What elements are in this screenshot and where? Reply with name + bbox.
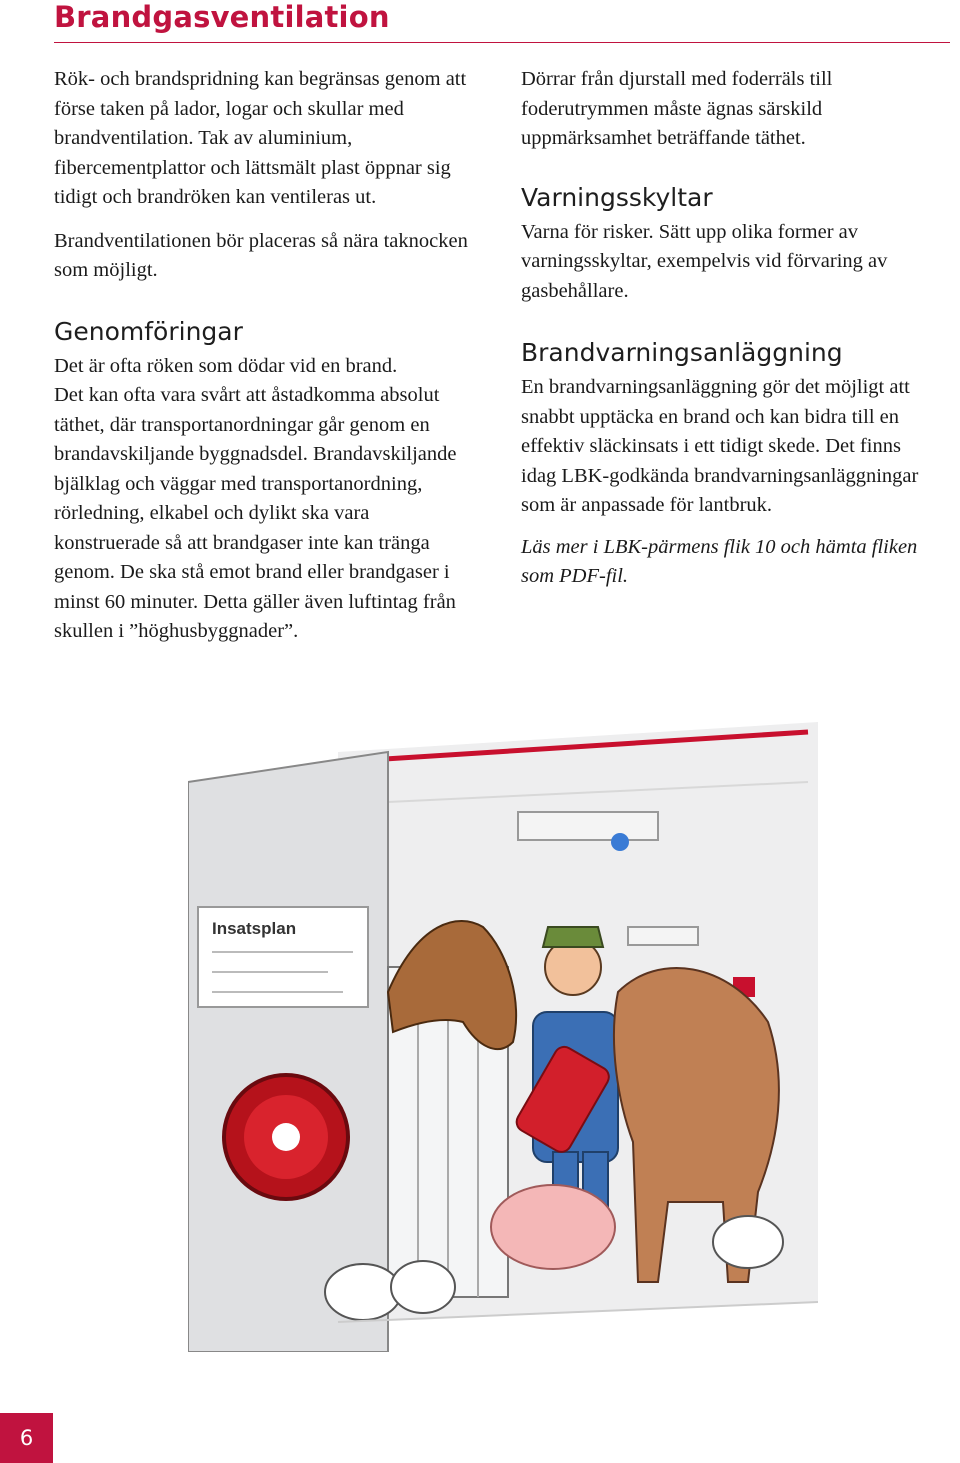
- insatsplan-label: Insatsplan: [212, 919, 297, 938]
- paragraph-varna: Varna för risker. Sätt upp olika former av varningsskyltar, exempelvis vid förvaring av gasbehållare.: [521, 220, 888, 302]
- paragraph-placering: Brandventilationen bör placeras så nära taknocken som möjligt.: [54, 229, 468, 281]
- paragraph-tathet: Det kan ofta vara svårt att åstadkomma absolut täthet, där transportanordningar går genom en brandavskiljande byggnadsdel. Brandavskiljande bjälklag och väggar med transportanordning, rörledning, elkabel och dylikt ska vara konstruerade så att brandgaser inte kan tränga genom. De ska stå emot brand eller brandgaser i minst 60 minuter. Detta gäller även luftintag från skullen i ”höghusbyggnader”.: [54, 384, 457, 642]
- paragraph-las-mer: Läs mer i LBK-pärmens flik 10 och hämta fliken som PDF-fil.: [521, 535, 918, 587]
- smoke-detector-icon: [611, 833, 629, 851]
- title-rule: [54, 42, 950, 43]
- pig-icon: [491, 1185, 615, 1269]
- paragraph-brandgasventilation: Rök- och brandspridning kan begränsas genom att förse taken på lador, logar och skullar med brandventilation. Tak av aluminium, fibercementplattor och lättsmält plast öppnar sig tidigt och brandröken kan ventileras ut.: [54, 68, 467, 208]
- right-column: [521, 65, 941, 592]
- heading-genomforingar: Genomföringar: [54, 316, 243, 346]
- heading-varningsskyltar: Varningsskyltar: [521, 182, 713, 212]
- hen-icon: [391, 1261, 455, 1313]
- hen-icon: [713, 1216, 783, 1268]
- left-column: [54, 65, 479, 647]
- page-title: Brandgasventilation: [54, 0, 390, 34]
- page-number: 6: [19, 1426, 34, 1450]
- hen-icon: [325, 1264, 401, 1320]
- paragraph-dorrar: Dörrar från djurstall med foderräls till foderutrymmen måste ägnas särskild uppmärksamhet beträffande täthet.: [521, 68, 833, 149]
- paragraph-roken: Det är ofta röken som dödar vid en brand.: [54, 354, 398, 377]
- barn-illustration: [188, 722, 818, 1352]
- paragraph-brandvarning: En brandvarningsanläggning gör det möjligt att snabbt upptäcka en brand och kan bidra till en effektiv släckinsats i ett tidigt skede. Det finns idag LBK-godkända brandvarningsanläggningar som är anpassade för lantbruk.: [521, 376, 919, 516]
- heading-brandvarningsanlaggning: Brandvarningsanläggning: [521, 338, 843, 367]
